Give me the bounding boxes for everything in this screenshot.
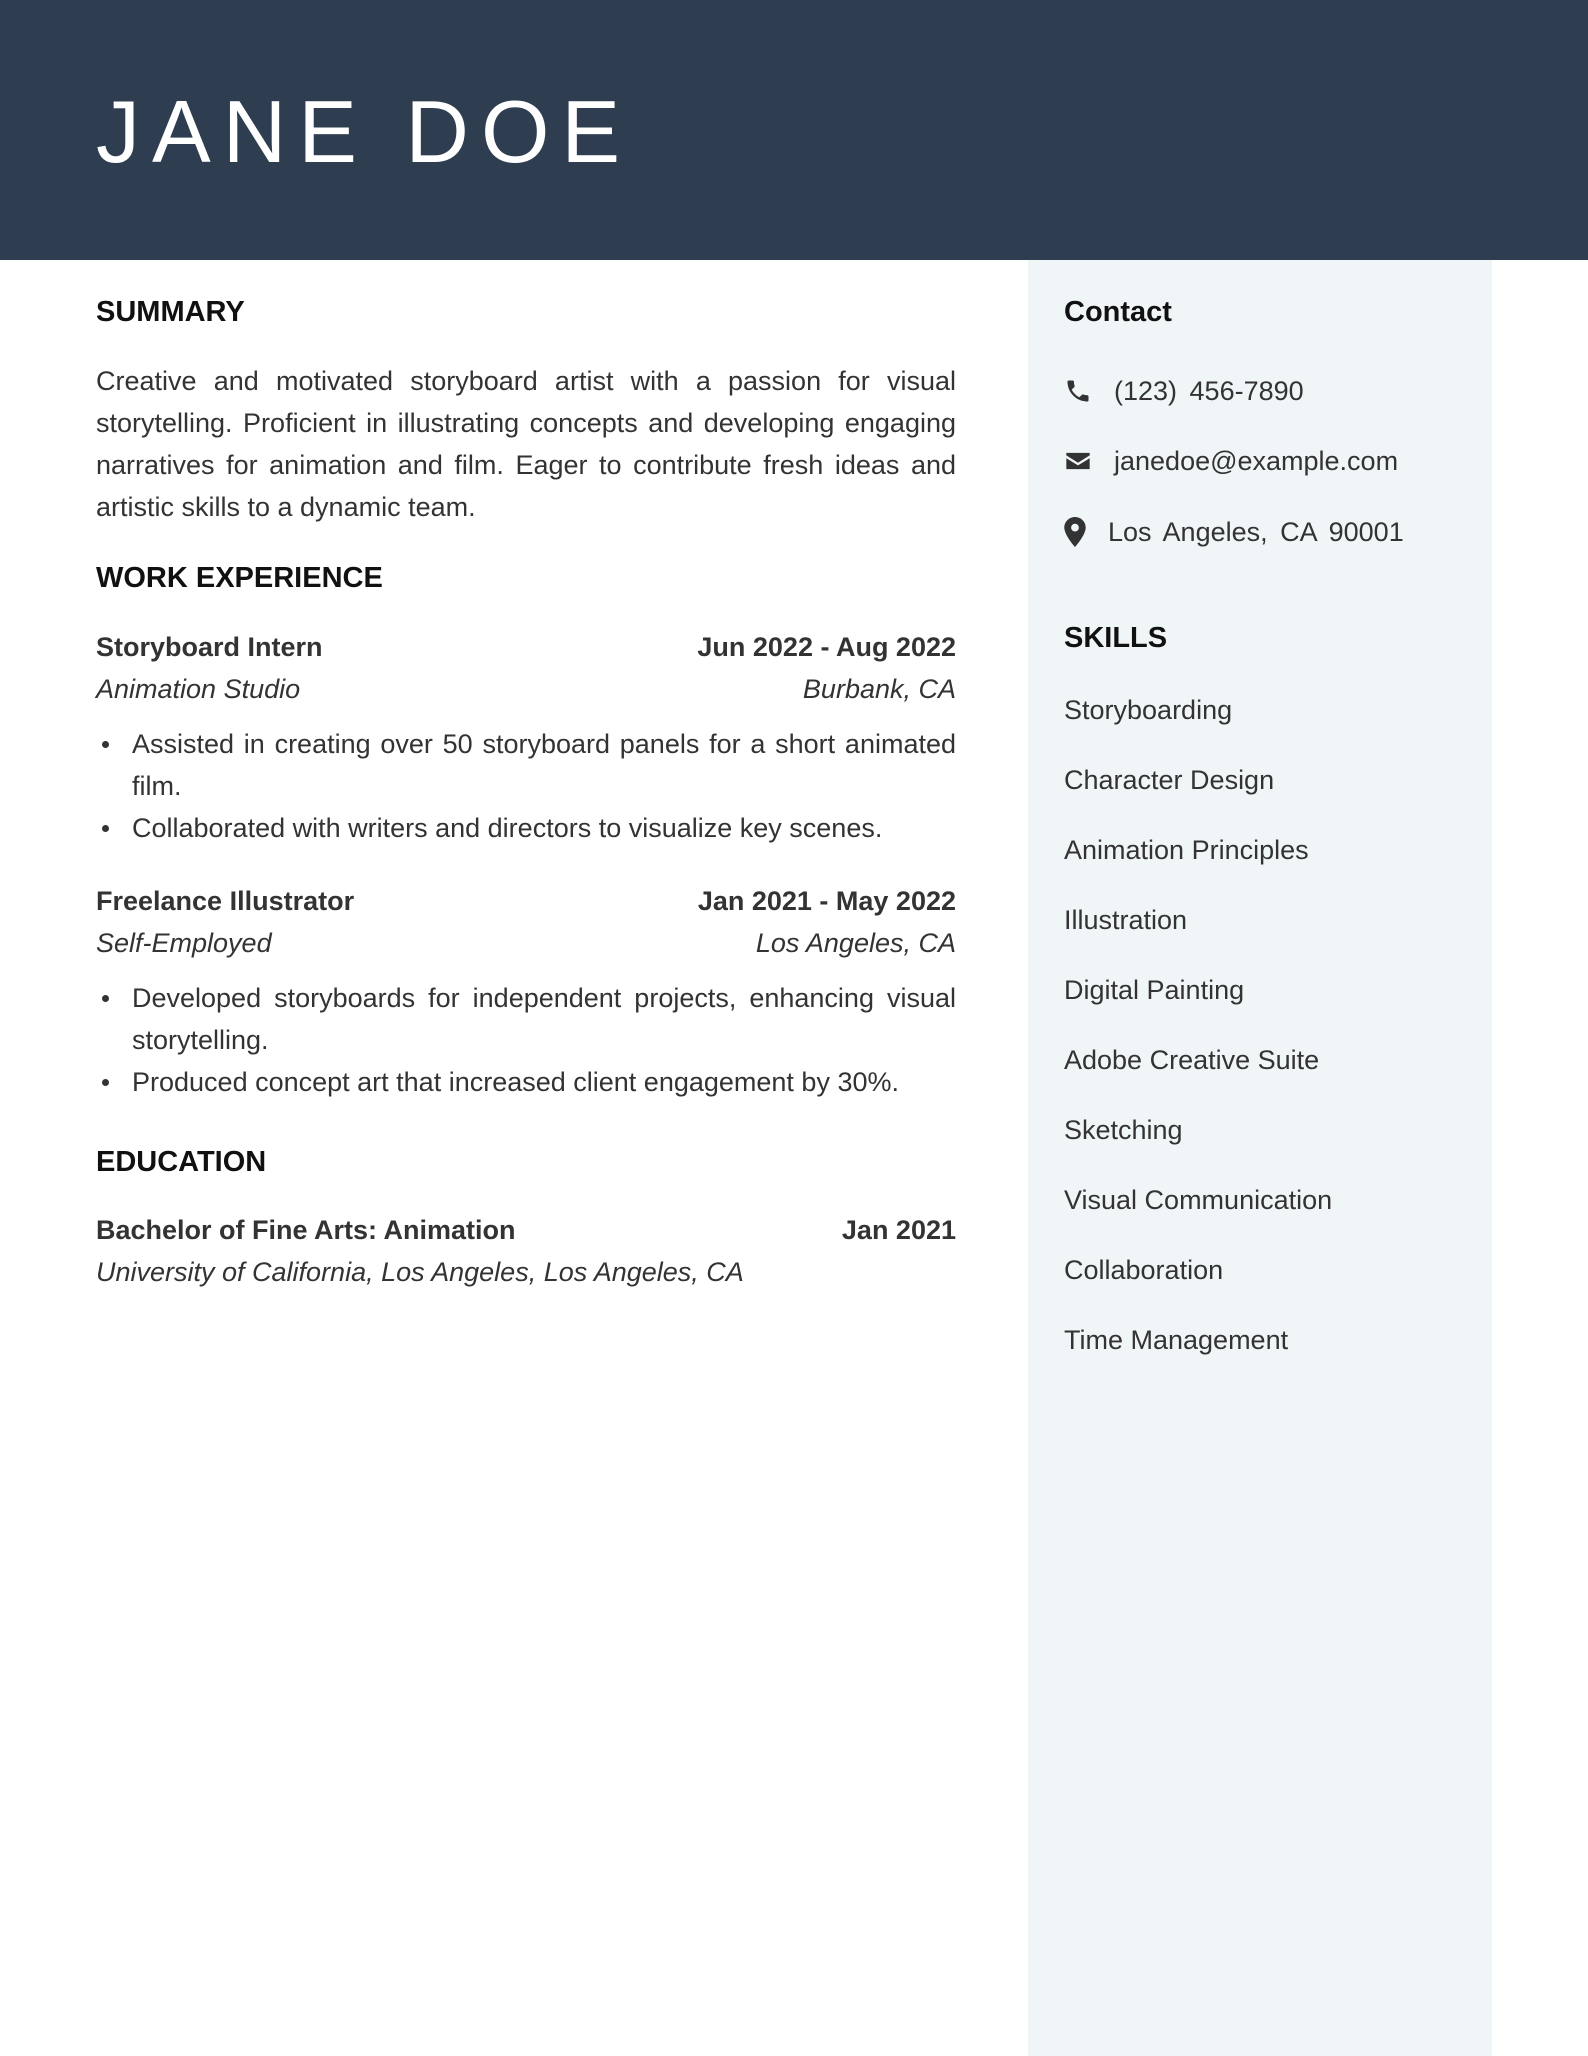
- job-location: Burbank, CA: [802, 674, 956, 704]
- job-role: Storyboard Intern: [96, 632, 323, 662]
- education-header: [96, 1217, 956, 1244]
- map-pin-icon: [1064, 517, 1086, 547]
- education-school: University of California, Los Angeles, Los Angeles, CA: [96, 1257, 744, 1287]
- phone-icon: [1064, 377, 1092, 405]
- contact-location-text: Los Angeles, CA 90001: [1108, 516, 1404, 547]
- contact-email-text: janedoe@example.com: [1114, 445, 1399, 476]
- list-item: Developed storyboards for independent projects, enhancing visual storytelling.: [96, 977, 956, 1061]
- education-degree: Bachelor of Fine Arts: Animation: [96, 1215, 516, 1245]
- contact-phone: [1064, 377, 1304, 405]
- job-role: Freelance Illustrator: [96, 886, 355, 916]
- list-item: Collaborated with writers and directors to visualize key scenes.: [96, 807, 956, 849]
- job-company: Animation Studio: [96, 674, 301, 704]
- contact-phone-text: (123) 456-7890: [1114, 375, 1304, 406]
- job-bullets: [96, 723, 956, 849]
- education-date: Jan 2021: [841, 1215, 956, 1245]
- job-location: Los Angeles, CA: [755, 928, 956, 958]
- education-subheader: [96, 1259, 956, 1286]
- envelope-icon: [1064, 447, 1092, 475]
- skill-item: Storyboarding: [1064, 695, 1233, 725]
- job-bullets: [96, 977, 956, 1103]
- skill-item: Animation Principles: [1064, 835, 1309, 865]
- sidebar: [1028, 260, 1492, 2056]
- contact-location: [1064, 517, 1404, 547]
- skill-item: Illustration: [1064, 905, 1188, 935]
- job-dates: Jun 2022 - Aug 2022: [697, 632, 956, 662]
- skill-item: Character Design: [1064, 765, 1275, 795]
- job-header: [96, 634, 956, 661]
- list-item: Assisted in creating over 50 storyboard panels for a short animated film.: [96, 723, 956, 807]
- contact-title: Contact: [1064, 296, 1172, 328]
- skill-item: Sketching: [1064, 1115, 1183, 1145]
- candidate-name: JANE DOE: [96, 82, 633, 181]
- summary-text: Creative and motivated storyboard artist with a passion for visual storytelling. Proficient in illustrating concepts and developing engaging narratives for animation and film. Eager to contribute fresh ideas and artistic skills to a dynamic team.: [96, 366, 956, 522]
- skill-item: Visual Communication: [1064, 1185, 1333, 1215]
- skills-title: SKILLS: [1064, 622, 1168, 654]
- list-item: Produced concept art that increased client engagement by 30%.: [96, 1061, 956, 1103]
- education-title: EDUCATION: [96, 1146, 267, 1178]
- skill-item: Adobe Creative Suite: [1064, 1045, 1320, 1075]
- skill-item: Time Management: [1064, 1325, 1289, 1355]
- contact-email: [1064, 447, 1398, 475]
- experience-title: WORK EXPERIENCE: [96, 562, 383, 594]
- job-company: Self-Employed: [96, 928, 272, 958]
- skill-item: Collaboration: [1064, 1255, 1224, 1285]
- job-subheader: [96, 930, 956, 957]
- summary-title: SUMMARY: [96, 296, 245, 328]
- job-subheader: [96, 676, 956, 703]
- job-dates: Jan 2021 - May 2022: [697, 886, 956, 916]
- skill-item: Digital Painting: [1064, 975, 1245, 1005]
- header-banner: [0, 0, 1588, 260]
- job-header: [96, 888, 956, 915]
